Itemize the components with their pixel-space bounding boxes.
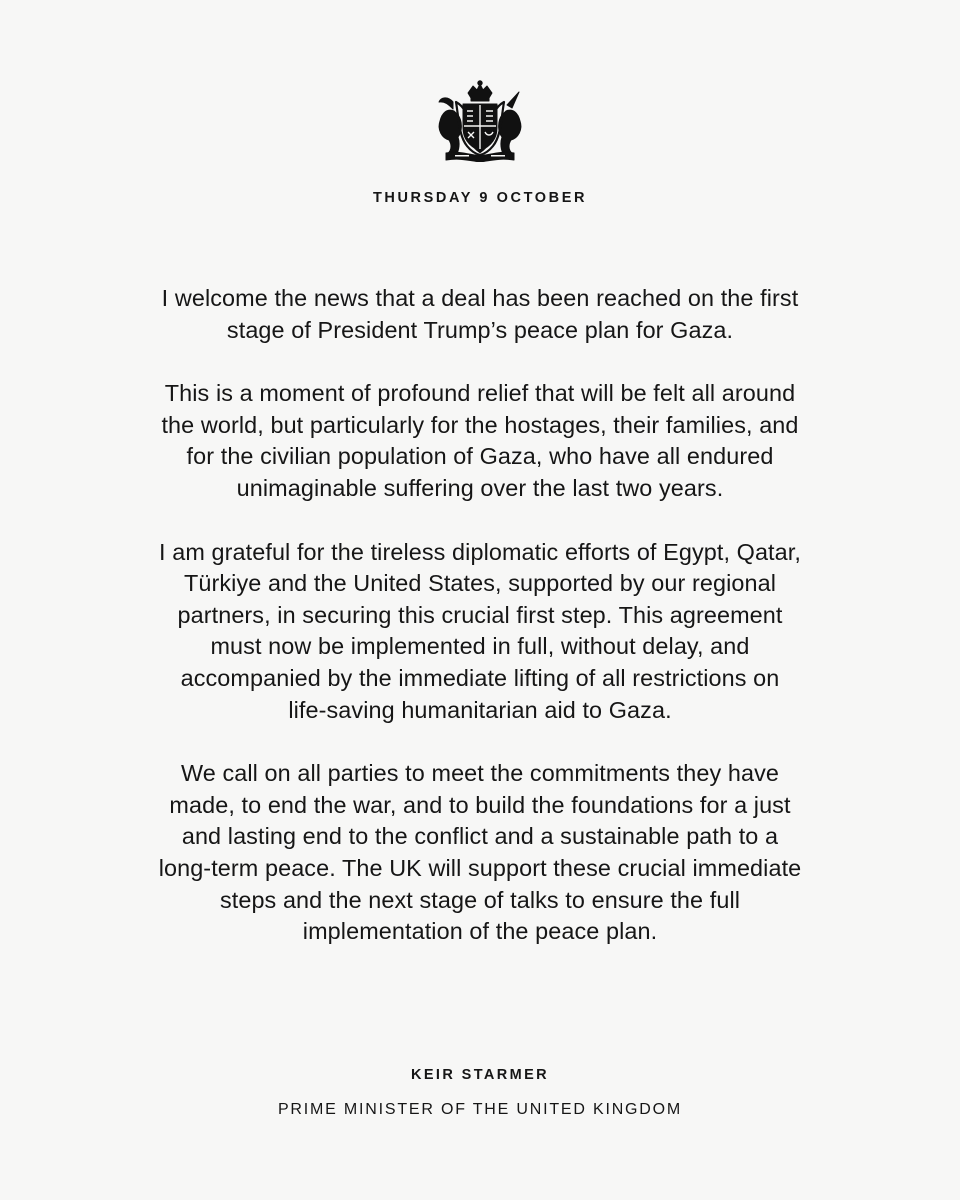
paragraph-line: I am grateful for the tireless diplomatic efforts of Egypt, Qatar, bbox=[159, 538, 801, 565]
statement-paragraph bbox=[60, 537, 900, 727]
paragraph-line: stage of President Trump’s peace plan for Gaza. bbox=[226, 316, 734, 343]
paragraph-line: must now be implemented in full, without delay, and bbox=[210, 633, 750, 660]
paragraph-line: for the civilian population of Gaza, who have all endured bbox=[186, 443, 774, 470]
paragraph-line: the world, but particularly for the hostages, their families, and bbox=[161, 411, 799, 438]
paragraph-line: partners, in securing this crucial first step. This agreement bbox=[177, 601, 783, 628]
paragraph-line: I welcome the news that a deal has been reached on the first bbox=[161, 285, 799, 311]
paragraph-line: made, to end the war, and to build the foundations for a just bbox=[169, 791, 791, 818]
royal-coat-of-arms-icon bbox=[425, 80, 535, 162]
paragraph-line: life-saving humanitarian aid to Gaza. bbox=[288, 696, 672, 723]
paragraph-line: We call on all parties to meet the commitments they have bbox=[181, 760, 779, 787]
paragraph-line: This is a moment of profound relief that will be felt all around bbox=[164, 380, 796, 407]
signatory-title: PRIME MINISTER OF THE UNITED KINGDOM bbox=[277, 1101, 683, 1118]
paragraph-line: steps and the next stage of talks to ensure the full bbox=[219, 886, 741, 913]
statement-body bbox=[60, 283, 900, 980]
signatory-name: KEIR STARMER bbox=[410, 1067, 550, 1083]
paragraph-line: long-term peace. The UK will support these crucial immediate bbox=[158, 854, 802, 881]
paragraph-line: accompanied by the immediate lifting of all restrictions on bbox=[180, 664, 780, 691]
paragraph-line: unimaginable suffering over the last two years. bbox=[236, 474, 724, 501]
statement-paragraph bbox=[60, 378, 900, 504]
statement-date: THURSDAY 9 OCTOBER bbox=[372, 190, 588, 206]
statement-paragraph bbox=[60, 758, 900, 948]
paragraph-line: implementation of the peace plan. bbox=[302, 918, 658, 945]
paragraph-line: Türkiye and the United States, supported by our regional bbox=[183, 570, 776, 597]
statement-paragraph bbox=[60, 283, 900, 346]
paragraph-line: and lasting end to the conflict and a sustainable path to a bbox=[181, 823, 779, 850]
